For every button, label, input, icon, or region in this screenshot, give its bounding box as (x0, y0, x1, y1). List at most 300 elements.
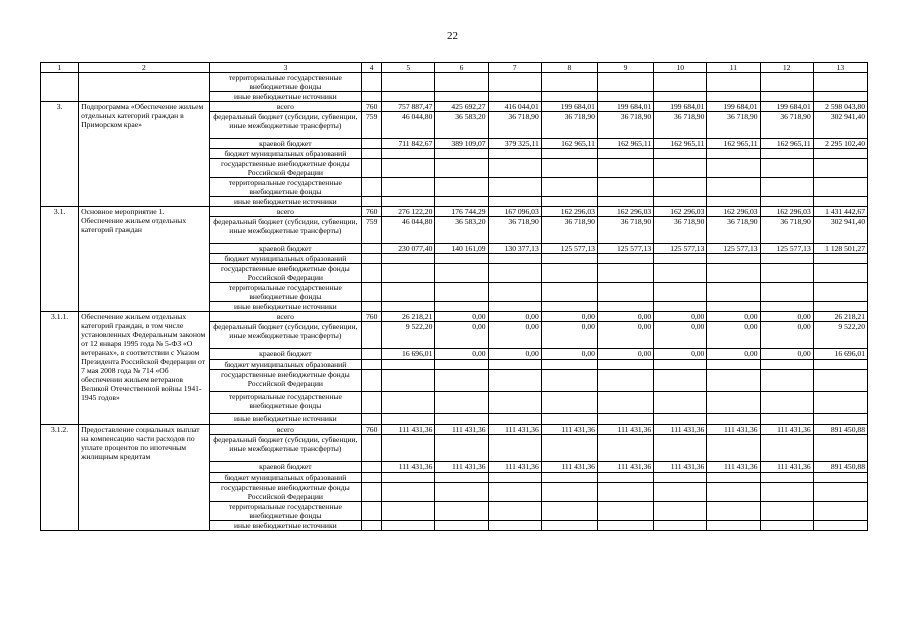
amount-cell: 125 577,13 (707, 244, 760, 254)
amount-cell: 0,00 (707, 322, 760, 349)
amount-cell (488, 392, 541, 414)
amount-cell (654, 414, 707, 425)
amount-cell (813, 178, 867, 197)
source-label: государственные внебюджетные фонды Российской Федерации (209, 483, 362, 502)
amount-cell (813, 254, 867, 264)
source-label: краевой бюджет (209, 139, 362, 149)
amount-cell (813, 283, 867, 302)
amount-cell: 111 431,36 (760, 462, 813, 473)
amount-cell (707, 392, 760, 414)
budget-code (362, 370, 382, 392)
amount-cell (654, 159, 707, 178)
amount-cell: 111 431,36 (382, 425, 435, 435)
amount-cell (707, 370, 760, 392)
source-label: федеральный бюджет (субсидии, субвенции, иные межбюджетные трансферты) (209, 112, 362, 139)
amount-cell (435, 370, 488, 392)
section-number: 3.1.2. (41, 425, 79, 531)
amount-cell (707, 360, 760, 370)
amount-cell: 111 431,36 (654, 425, 707, 435)
amount-cell (488, 473, 541, 483)
budget-code (362, 264, 382, 283)
amount-cell: 26 218,21 (382, 312, 435, 322)
amount-cell: 36 718,90 (488, 217, 541, 244)
table-row (41, 312, 868, 322)
budget-code (362, 435, 382, 462)
amount-cell: 302 941,40 (813, 217, 867, 244)
source-label: государственные внебюджетные фонды Российской Федерации (209, 370, 362, 392)
amount-cell: 1 431 442,67 (813, 207, 867, 217)
amount-cell: 0,00 (707, 312, 760, 322)
amount-cell (654, 435, 707, 462)
amount-cell (654, 521, 707, 531)
column-header: 3 (209, 63, 362, 73)
amount-cell (488, 264, 541, 283)
column-header-row (41, 63, 868, 73)
amount-cell: 0,00 (597, 349, 653, 360)
amount-cell (813, 483, 867, 502)
amount-cell: 36 718,90 (488, 112, 541, 139)
amount-cell (382, 502, 435, 521)
amount-cell (382, 360, 435, 370)
amount-cell: 711 842,67 (382, 139, 435, 149)
amount-cell: 0,00 (488, 349, 541, 360)
amount-cell: 111 431,36 (707, 462, 760, 473)
budget-code (362, 283, 382, 302)
amount-cell (654, 283, 707, 302)
amount-cell (813, 502, 867, 521)
amount-cell (707, 483, 760, 502)
amount-cell: 199 684,01 (760, 102, 813, 112)
amount-cell (707, 302, 760, 312)
amount-cell (488, 178, 541, 197)
amount-cell: 0,00 (654, 322, 707, 349)
amount-cell (541, 414, 597, 425)
amount-cell: 111 431,36 (597, 425, 653, 435)
amount-cell (541, 521, 597, 531)
amount-cell (597, 473, 653, 483)
budget-code (362, 360, 382, 370)
column-header: 5 (382, 63, 435, 73)
amount-cell: 125 577,13 (760, 244, 813, 254)
amount-cell: 46 044,80 (382, 112, 435, 139)
table-row (41, 425, 868, 435)
amount-cell: 36 718,90 (541, 112, 597, 139)
budget-code (362, 502, 382, 521)
source-label: иные внебюджетные источники (209, 521, 362, 531)
amount-cell (597, 360, 653, 370)
amount-cell: 2 598 043,80 (813, 102, 867, 112)
section-number: 3.1.1. (41, 312, 79, 425)
budget-code (362, 473, 382, 483)
section-name: Предоставление социальных выплат на компенсацию части расходов по уплате процентов по ипотечным жилищным кредитам (79, 425, 209, 531)
amount-cell (488, 302, 541, 312)
amount-cell: 26 218,21 (813, 312, 867, 322)
amount-cell: 757 887,47 (382, 102, 435, 112)
amount-cell: 36 718,90 (654, 112, 707, 139)
source-label: иные внебюджетные источники (209, 197, 362, 207)
amount-cell (597, 254, 653, 264)
amount-cell: 162 965,11 (597, 139, 653, 149)
amount-cell: 0,00 (435, 312, 488, 322)
amount-cell: 125 577,13 (654, 244, 707, 254)
source-label: краевой бюджет (209, 462, 362, 473)
budget-code (362, 244, 382, 254)
budget-code (362, 322, 382, 349)
amount-cell (541, 473, 597, 483)
amount-cell (597, 392, 653, 414)
column-header: 13 (813, 63, 867, 73)
amount-cell (707, 521, 760, 531)
amount-cell: 36 718,90 (541, 217, 597, 244)
amount-cell: 230 077,40 (382, 244, 435, 254)
amount-cell: 36 718,90 (597, 112, 653, 139)
amount-cell: 0,00 (597, 322, 653, 349)
amount-cell: 36 718,90 (707, 112, 760, 139)
budget-code: 759 (362, 217, 382, 244)
source-label: государственные внебюджетные фонды Российской Федерации (209, 264, 362, 283)
amount-cell (541, 254, 597, 264)
source-label: территориальные государственные внебюджетные фонды (209, 73, 362, 92)
amount-cell (435, 159, 488, 178)
amount-cell: 0,00 (488, 312, 541, 322)
budget-code (362, 139, 382, 149)
amount-cell (488, 521, 541, 531)
amount-cell (597, 435, 653, 462)
amount-cell (760, 521, 813, 531)
amount-cell (760, 149, 813, 159)
column-header: 4 (362, 63, 382, 73)
amount-cell: 167 096,03 (488, 207, 541, 217)
budget-code (362, 197, 382, 207)
budget-code: 760 (362, 312, 382, 322)
amount-cell (541, 392, 597, 414)
amount-cell (435, 302, 488, 312)
budget-code (362, 483, 382, 502)
amount-cell: 162 965,11 (760, 139, 813, 149)
amount-cell (488, 414, 541, 425)
amount-cell (760, 483, 813, 502)
amount-cell (435, 264, 488, 283)
section-number: 3. (41, 102, 79, 207)
amount-cell: 276 122,20 (382, 207, 435, 217)
amount-cell: 162 296,03 (707, 207, 760, 217)
amount-cell: 176 744,29 (435, 207, 488, 217)
amount-cell (488, 360, 541, 370)
amount-cell (597, 302, 653, 312)
amount-cell (488, 283, 541, 302)
amount-cell: 379 325,11 (488, 139, 541, 149)
amount-cell: 111 431,36 (488, 425, 541, 435)
amount-cell (760, 283, 813, 302)
column-header: 2 (79, 63, 209, 73)
source-label: государственные внебюджетные фонды Российской Федерации (209, 159, 362, 178)
amount-cell (707, 197, 760, 207)
amount-cell (813, 360, 867, 370)
column-header: 11 (707, 63, 760, 73)
continued-number-cell (41, 73, 79, 102)
amount-cell (813, 149, 867, 159)
amount-cell (760, 435, 813, 462)
amount-cell: 111 431,36 (597, 462, 653, 473)
column-header: 10 (654, 63, 707, 73)
amount-cell (382, 435, 435, 462)
amount-cell: 125 577,13 (597, 244, 653, 254)
budget-code: 759 (362, 112, 382, 139)
source-label: всего (209, 425, 362, 435)
amount-cell (382, 414, 435, 425)
amount-cell (654, 149, 707, 159)
amount-cell: 891 450,88 (813, 462, 867, 473)
amount-cell (707, 502, 760, 521)
amount-cell (707, 159, 760, 178)
amount-cell: 0,00 (597, 312, 653, 322)
column-header: 9 (597, 63, 653, 73)
source-label: федеральный бюджет (субсидии, субвенции, иные межбюджетные трансферты) (209, 322, 362, 349)
source-label: федеральный бюджет (субсидии, субвенции, иные межбюджетные трансферты) (209, 217, 362, 244)
section-number: 3.1. (41, 207, 79, 312)
budget-code (362, 302, 382, 312)
amount-cell: 16 696,01 (382, 349, 435, 360)
amount-cell (488, 502, 541, 521)
amount-cell (435, 254, 488, 264)
page-number: 22 (447, 30, 458, 42)
amount-cell: 199 684,01 (707, 102, 760, 112)
amount-cell: 111 431,36 (488, 462, 541, 473)
amount-cell (382, 254, 435, 264)
budget-code (362, 521, 382, 531)
amount-cell (435, 483, 488, 502)
amount-cell (435, 178, 488, 197)
budget-code (362, 392, 382, 414)
amount-cell (541, 283, 597, 302)
source-label: территориальные государственные внебюджетные фонды (209, 392, 362, 414)
amount-cell: 9 522,20 (382, 322, 435, 349)
amount-cell (382, 370, 435, 392)
amount-cell: 0,00 (654, 312, 707, 322)
amount-cell: 111 431,36 (435, 425, 488, 435)
source-label: федеральный бюджет (субсидии, субвенции, иные межбюджетные трансферты) (209, 435, 362, 462)
amount-cell (597, 264, 653, 283)
amount-cell (488, 483, 541, 502)
amount-cell (760, 159, 813, 178)
amount-cell (813, 197, 867, 207)
amount-cell (760, 264, 813, 283)
amount-cell (597, 283, 653, 302)
amount-cell: 199 684,01 (597, 102, 653, 112)
amount-cell (654, 370, 707, 392)
amount-cell (488, 159, 541, 178)
amount-cell (760, 473, 813, 483)
amount-cell (382, 159, 435, 178)
amount-cell (654, 254, 707, 264)
section-name: Подпрограмма «Обеспечение жильем отдельных категорий граждан в Приморском крае» (79, 102, 209, 207)
amount-cell (654, 483, 707, 502)
amount-cell: 111 431,36 (435, 462, 488, 473)
amount-cell (813, 370, 867, 392)
amount-cell (382, 149, 435, 159)
source-label: краевой бюджет (209, 244, 362, 254)
amount-cell: 0,00 (435, 349, 488, 360)
amount-cell (813, 414, 867, 425)
budget-table (40, 62, 868, 531)
amount-cell (654, 264, 707, 283)
amount-cell (541, 360, 597, 370)
continued-name-cell (79, 73, 209, 102)
amount-cell (813, 392, 867, 414)
amount-cell (382, 473, 435, 483)
source-label: краевой бюджет (209, 349, 362, 360)
amount-cell (760, 197, 813, 207)
amount-cell (541, 159, 597, 178)
budget-code (362, 414, 382, 425)
budget-code (362, 178, 382, 197)
amount-cell: 199 684,01 (541, 102, 597, 112)
amount-cell (813, 159, 867, 178)
amount-cell: 36 718,90 (597, 217, 653, 244)
amount-cell: 425 692,27 (435, 102, 488, 112)
amount-cell (541, 302, 597, 312)
amount-cell (488, 197, 541, 207)
amount-cell (707, 414, 760, 425)
amount-cell: 111 431,36 (382, 462, 435, 473)
amount-cell: 0,00 (435, 322, 488, 349)
amount-cell (541, 483, 597, 502)
source-label: территориальные государственные внебюджетные фонды (209, 283, 362, 302)
source-label: бюджет муниципальных образований (209, 254, 362, 264)
amount-cell: 36 718,90 (654, 217, 707, 244)
amount-cell: 125 577,13 (541, 244, 597, 254)
amount-cell (435, 502, 488, 521)
source-label: всего (209, 207, 362, 217)
amount-cell (654, 197, 707, 207)
amount-cell: 1 128 501,27 (813, 244, 867, 254)
amount-cell (707, 435, 760, 462)
amount-cell: 111 431,36 (654, 462, 707, 473)
amount-cell (597, 502, 653, 521)
amount-cell: 162 296,03 (541, 207, 597, 217)
amount-cell (760, 178, 813, 197)
amount-cell: 111 431,36 (541, 462, 597, 473)
amount-cell (760, 254, 813, 264)
amount-cell (597, 370, 653, 392)
amount-cell: 162 296,03 (597, 207, 653, 217)
amount-cell (435, 283, 488, 302)
amount-cell: 0,00 (488, 322, 541, 349)
amount-cell (488, 254, 541, 264)
amount-cell: 162 965,11 (541, 139, 597, 149)
amount-cell (488, 435, 541, 462)
amount-cell (382, 483, 435, 502)
amount-cell (654, 502, 707, 521)
amount-cell: 199 684,01 (654, 102, 707, 112)
amount-cell: 36 583,20 (435, 217, 488, 244)
amount-cell: 162 965,11 (654, 139, 707, 149)
amount-cell (435, 197, 488, 207)
amount-cell: 130 377,13 (488, 244, 541, 254)
source-label: территориальные государственные внебюджетные фонды (209, 178, 362, 197)
amount-cell (597, 483, 653, 502)
amount-cell: 111 431,36 (760, 425, 813, 435)
amount-cell (488, 370, 541, 392)
table-row (41, 207, 868, 217)
amount-cell: 0,00 (541, 349, 597, 360)
budget-code (362, 349, 382, 360)
amount-cell: 46 044,80 (382, 217, 435, 244)
amount-cell (541, 197, 597, 207)
budget-code: 760 (362, 207, 382, 217)
budget-code (362, 254, 382, 264)
amount-cell: 0,00 (760, 322, 813, 349)
amount-cell (541, 370, 597, 392)
amount-cell (435, 473, 488, 483)
source-label: бюджет муниципальных образований (209, 360, 362, 370)
amount-cell (813, 521, 867, 531)
amount-cell (813, 473, 867, 483)
amount-cell: 162 296,03 (654, 207, 707, 217)
source-label: всего (209, 312, 362, 322)
amount-cell: 16 696,01 (813, 349, 867, 360)
column-header: 12 (760, 63, 813, 73)
budget-code (362, 159, 382, 178)
amount-cell (760, 370, 813, 392)
amount-cell (813, 264, 867, 283)
amount-cell: 0,00 (654, 349, 707, 360)
amount-cell: 111 431,36 (707, 425, 760, 435)
source-label: территориальные государственные внебюджетные фонды (209, 502, 362, 521)
budget-code (362, 462, 382, 473)
section-name: Обеспечение жильем отдельных категорий граждан, в том числе установленных Федеральным законом от 12 января 1995 года № 5-ФЗ «О ветеранах», в соответствии с Указом Президента Российской Федерации от 7 мая 2008 года № 714 «Об обеспечении жильем ветеранов Великой Отечественной войны 1941-1945 годов» (79, 312, 209, 425)
column-header: 6 (435, 63, 488, 73)
source-label: иные внебюджетные источники (209, 414, 362, 425)
amount-cell: 36 718,90 (760, 217, 813, 244)
amount-cell (382, 302, 435, 312)
amount-cell: 389 109,07 (435, 139, 488, 149)
amount-cell (654, 302, 707, 312)
amount-cell: 0,00 (760, 349, 813, 360)
amount-cell (707, 149, 760, 159)
amount-cell (654, 360, 707, 370)
amount-cell (707, 178, 760, 197)
amount-cell: 0,00 (541, 312, 597, 322)
amount-cell (597, 178, 653, 197)
amount-cell (760, 360, 813, 370)
amount-cell (435, 435, 488, 462)
amount-cell (435, 392, 488, 414)
amount-cell (541, 264, 597, 283)
section-name: Основное мероприятие 1. Обеспечение жильем отдельных категорий граждан (79, 207, 209, 312)
amount-cell (654, 473, 707, 483)
budget-code: 760 (362, 102, 382, 112)
amount-cell (760, 502, 813, 521)
amount-cell (541, 435, 597, 462)
source-label: всего (209, 102, 362, 112)
column-header: 7 (488, 63, 541, 73)
source-label: иные внебюджетные источники (209, 302, 362, 312)
amount-cell (707, 473, 760, 483)
amount-cell (760, 302, 813, 312)
amount-cell: 36 583,20 (435, 112, 488, 139)
amount-cell: 302 941,40 (813, 112, 867, 139)
source-label: бюджет муниципальных образований (209, 473, 362, 483)
amount-cell: 0,00 (760, 312, 813, 322)
amount-cell (654, 392, 707, 414)
table-row (41, 102, 868, 112)
source-label: бюджет муниципальных образований (209, 149, 362, 159)
amount-cell: 162 965,11 (707, 139, 760, 149)
budget-code (362, 149, 382, 159)
amount-cell: 2 295 102,40 (813, 139, 867, 149)
amount-cell (760, 414, 813, 425)
